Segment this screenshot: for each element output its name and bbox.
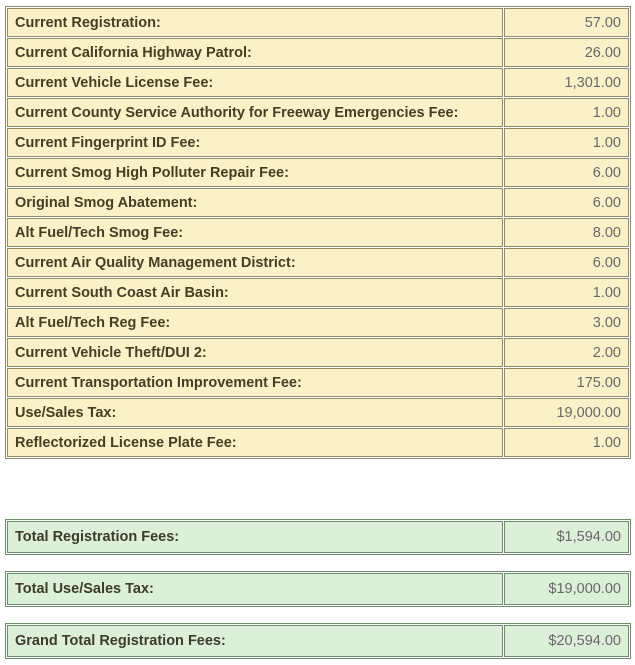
- table-row: [7, 398, 629, 427]
- table-row: [7, 573, 629, 605]
- fee-amount: 2.00: [504, 338, 629, 367]
- fee-label: Reflectorized License Plate Fee:: [7, 428, 503, 457]
- table-row: [7, 368, 629, 397]
- fee-amount: 1.00: [504, 278, 629, 307]
- table-row: [7, 248, 629, 277]
- grand-total-amount: $20,594.00: [504, 625, 629, 657]
- total-registration-fees-row: [5, 519, 631, 555]
- fee-label: Use/Sales Tax:: [7, 398, 503, 427]
- fee-label: Current Smog High Polluter Repair Fee:: [7, 158, 503, 187]
- total-use-sales-tax-amount: $19,000.00: [504, 573, 629, 605]
- table-row: [7, 521, 629, 553]
- table-row: [7, 338, 629, 367]
- fee-label: Current Vehicle Theft/DUI 2:: [7, 338, 503, 367]
- fee-amount: 1,301.00: [504, 68, 629, 97]
- fee-amount: 26.00: [504, 38, 629, 67]
- table-row: [7, 278, 629, 307]
- fee-label: Current South Coast Air Basin:: [7, 278, 503, 307]
- table-row: [7, 128, 629, 157]
- table-row: [7, 38, 629, 67]
- fee-amount: 8.00: [504, 218, 629, 247]
- table-row: [7, 158, 629, 187]
- fee-amount: 1.00: [504, 128, 629, 157]
- table-row: [7, 218, 629, 247]
- table-row: [7, 68, 629, 97]
- table-row: [7, 625, 629, 657]
- fee-amount: 6.00: [504, 248, 629, 277]
- table-row: [7, 98, 629, 127]
- table-row: [7, 188, 629, 217]
- fee-breakdown-table: [5, 6, 631, 459]
- fee-amount: 175.00: [504, 368, 629, 397]
- fee-label: Alt Fuel/Tech Smog Fee:: [7, 218, 503, 247]
- total-use-sales-tax-row: [5, 571, 631, 607]
- fee-amount: 6.00: [504, 188, 629, 217]
- fee-amount: 1.00: [504, 98, 629, 127]
- table-row: [7, 308, 629, 337]
- fee-amount: 19,000.00: [504, 398, 629, 427]
- total-use-sales-tax-label: Total Use/Sales Tax:: [7, 573, 503, 605]
- fee-amount: 6.00: [504, 158, 629, 187]
- grand-total-label: Grand Total Registration Fees:: [7, 625, 503, 657]
- table-row: [7, 428, 629, 457]
- fee-label: Current Registration:: [7, 8, 503, 37]
- fee-label: Current Transportation Improvement Fee:: [7, 368, 503, 397]
- fee-amount: 1.00: [504, 428, 629, 457]
- grand-total-registration-fees-row: [5, 623, 631, 659]
- fee-label: Current California Highway Patrol:: [7, 38, 503, 67]
- table-row: [7, 8, 629, 37]
- total-registration-fees-amount: $1,594.00: [504, 521, 629, 553]
- fee-label: Original Smog Abatement:: [7, 188, 503, 217]
- fee-label: Alt Fuel/Tech Reg Fee:: [7, 308, 503, 337]
- fee-label: Current Vehicle License Fee:: [7, 68, 503, 97]
- fee-amount: 3.00: [504, 308, 629, 337]
- fee-label: Current Air Quality Management District:: [7, 248, 503, 277]
- fee-label: Current Fingerprint ID Fee:: [7, 128, 503, 157]
- fee-amount: 57.00: [504, 8, 629, 37]
- fee-label: Current County Service Authority for Freeway Emergencies Fee:: [7, 98, 503, 127]
- total-registration-fees-label: Total Registration Fees:: [7, 521, 503, 553]
